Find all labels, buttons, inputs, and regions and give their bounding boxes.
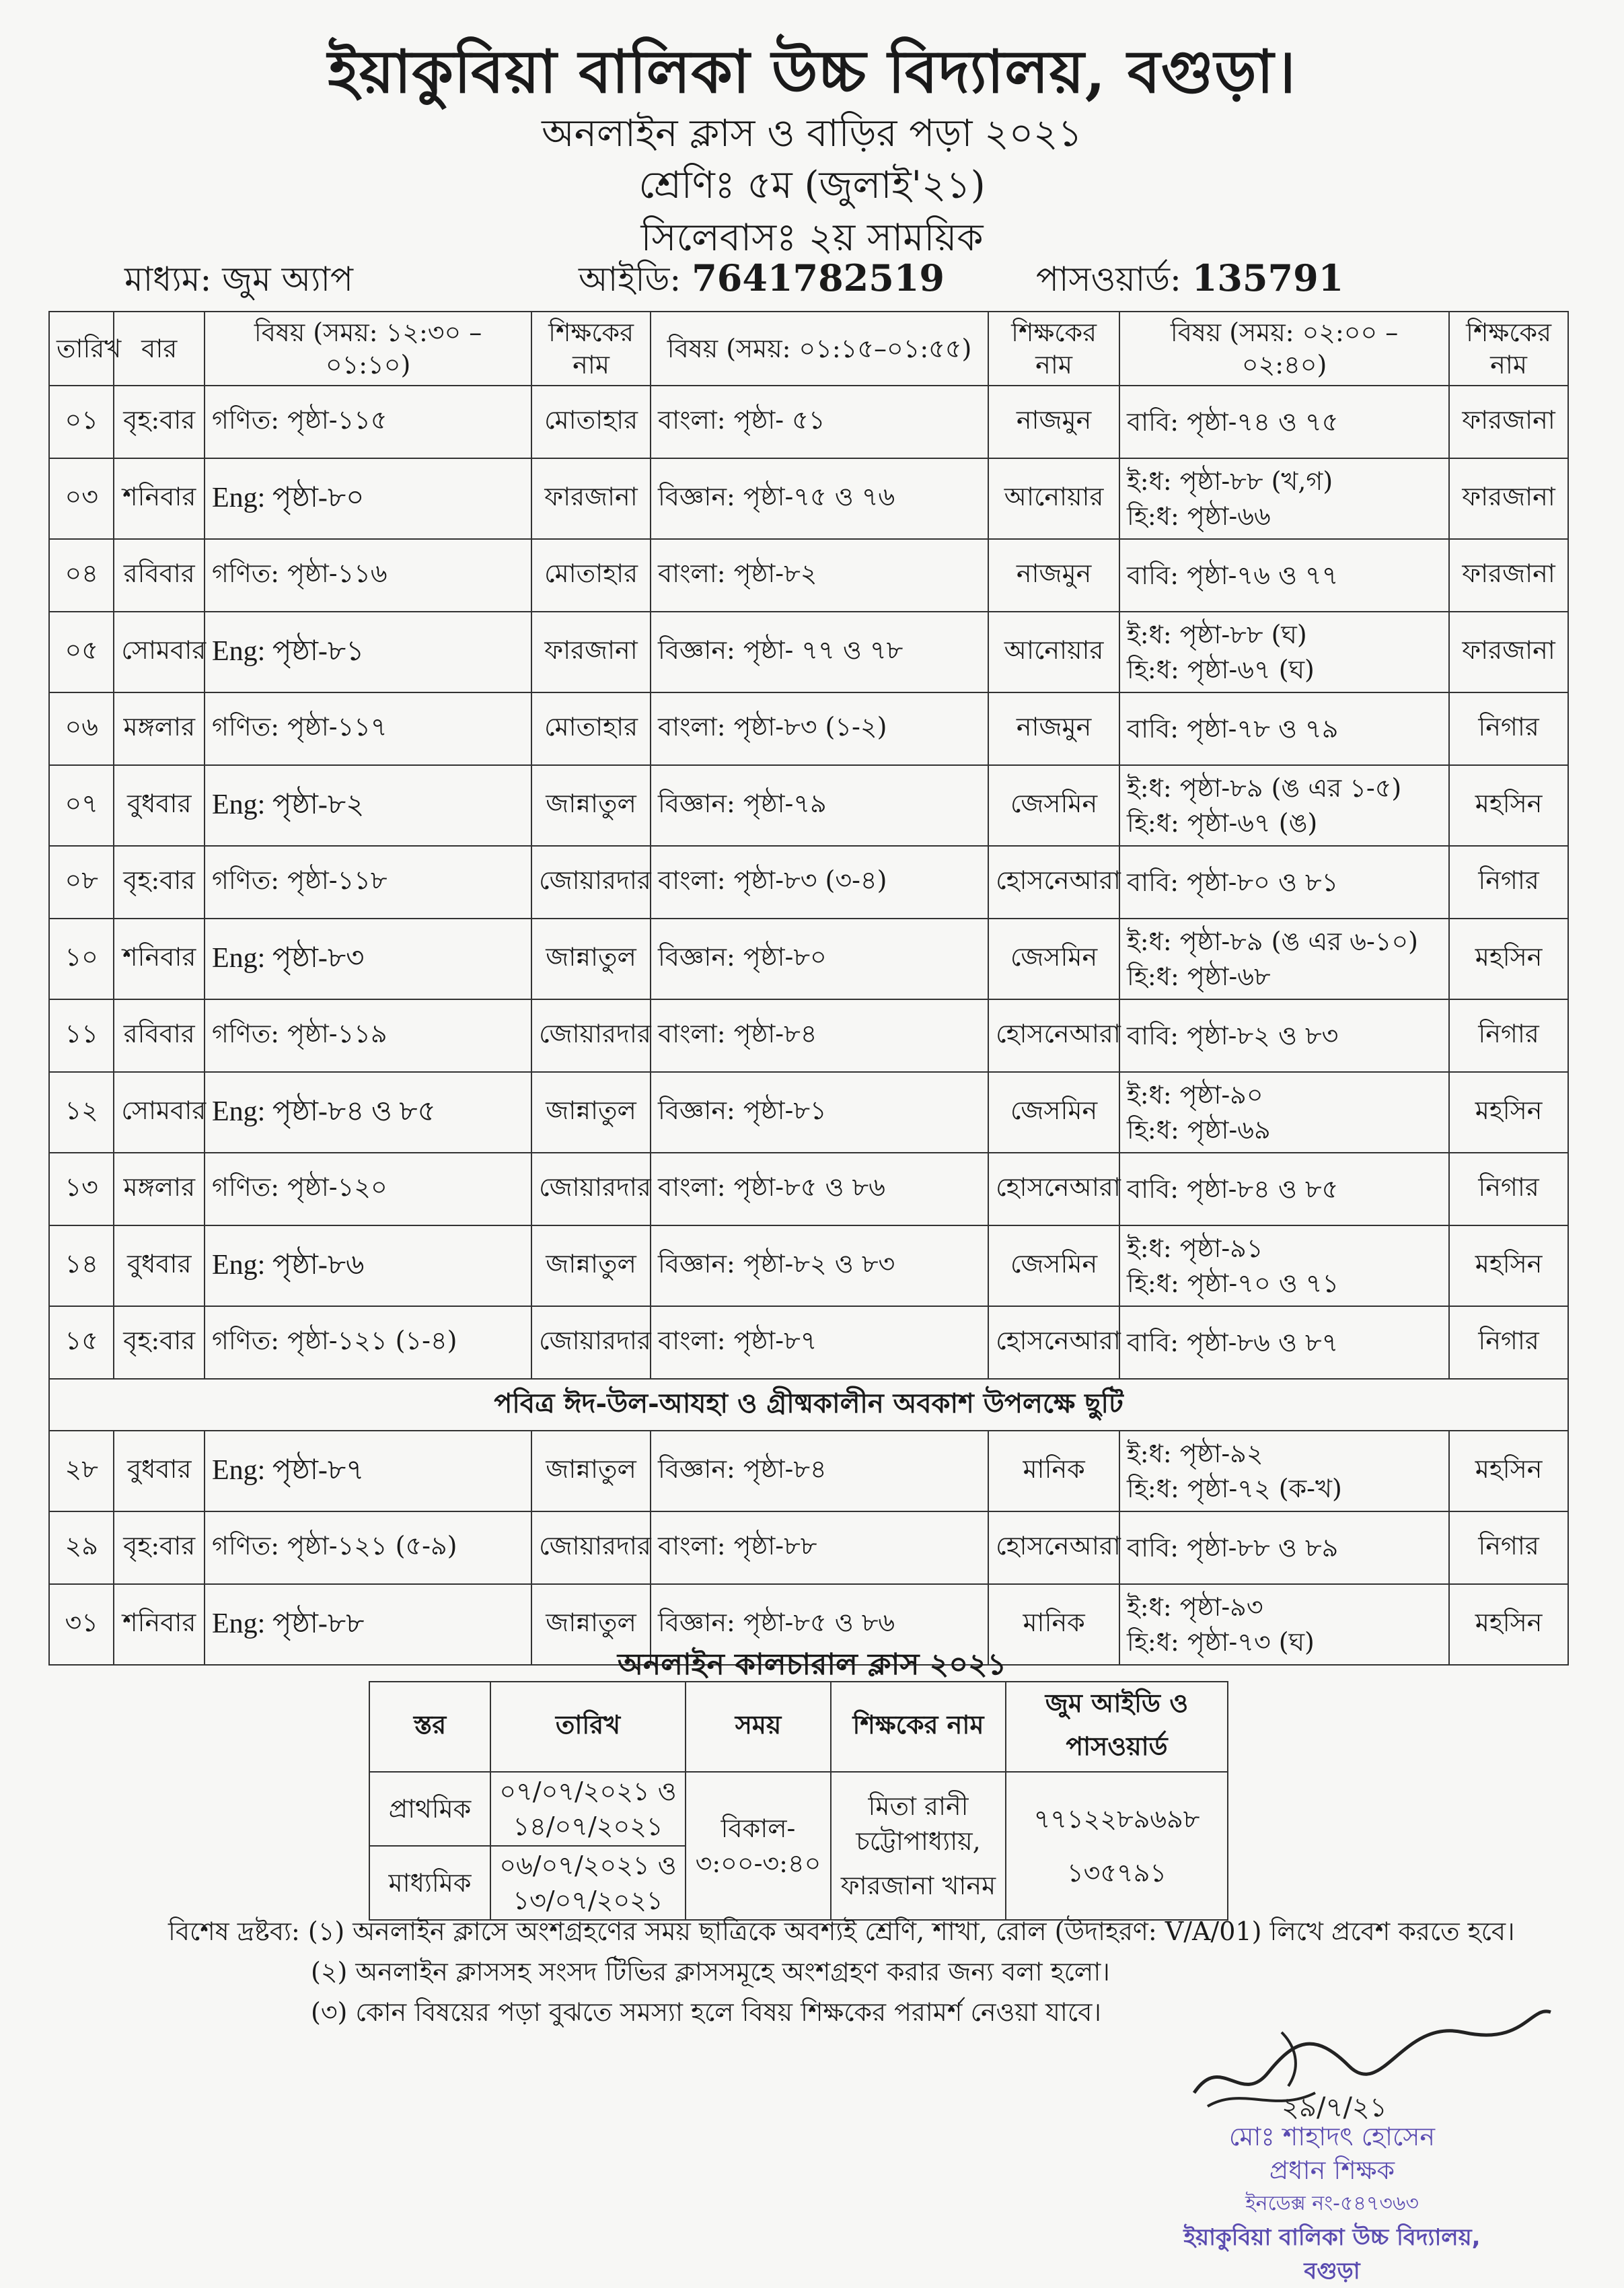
cultural-teacher-1: মিতা রানী: [868, 1791, 969, 1821]
cultural-zoom: [1006, 1772, 1228, 1920]
cell-subject-1: Eng: পৃষ্ঠা-৮৮: [205, 1584, 531, 1665]
cell-teacher-2: হোসনেআরা: [988, 1511, 1119, 1584]
cell-subject-1: Eng: পৃষ্ঠা-৮২: [205, 765, 531, 846]
cultural-zoom-id: ৭৭১২২৮৯৬৯৮: [1033, 1804, 1200, 1834]
signature-image: [1181, 1992, 1557, 2126]
medium-info: মাধ্যম: জুম অ্যাপ: [124, 260, 353, 299]
cell-teacher-1: জোয়ারদার: [531, 999, 651, 1072]
cell-day: বৃহ:বার: [114, 846, 205, 919]
cultural-date-primary: [490, 1772, 686, 1846]
header-day: বার: [114, 312, 205, 386]
zoom-id-label: আইডি:: [579, 260, 681, 299]
doc-title: অনলাইন ক্লাস ও বাড়ির পড়া ২০২১: [542, 112, 1082, 155]
cultural-time-2: ৩:০০-৩:৪০: [695, 1849, 821, 1878]
table-row: [49, 1153, 1568, 1225]
cell-teacher-1: জান্নাতুল: [531, 1431, 651, 1511]
cultural-teacher-3: ফারজানা খানম: [840, 1871, 996, 1900]
cell-subject-3-line-1: ই:ধ: পৃষ্ঠা-৮৮ (ঘ): [1127, 620, 1307, 649]
cultural-header-row: [369, 1682, 1228, 1772]
cultural-date-primary-2: ১৪/০৭/২০২১: [513, 1812, 663, 1841]
cell-day: বুধবার: [114, 1431, 205, 1511]
cell-subject-2: বিজ্ঞান: পৃষ্ঠা-৮০: [651, 919, 988, 999]
cell-subject-2: বাংলা: পৃষ্ঠা-৮৭: [651, 1306, 988, 1379]
cell-subject-2: বিজ্ঞান: পৃষ্ঠা-৮৫ ও ৮৬: [651, 1584, 988, 1665]
cultural-row-primary: [369, 1772, 1228, 1846]
cell-subject-1: গণিত: পৃষ্ঠা-১১৬: [205, 539, 531, 612]
cell-date: ০৫: [49, 612, 114, 692]
cell-teacher-1: জান্নাতুল: [531, 1072, 651, 1153]
note-1: বিশেষ দ্রষ্টব্য: (১) অনলাইন ক্লাসে অংশগ্রহণের সময় ছাত্রিকে অবশ্যই শ্রেণি, শাখা, রোল (উদাহরণ: V/A/01) লিখে প্রবেশ করতে হবে।: [168, 1917, 1515, 1946]
cell-subject-1: Eng: পৃষ্ঠা-৮১: [205, 612, 531, 692]
table-row: [49, 1072, 1568, 1153]
cultural-date-secondary: [490, 1846, 686, 1920]
cell-teacher-1: জান্নাতুল: [531, 1584, 651, 1665]
cell-teacher-1: জান্নাতুল: [531, 765, 651, 846]
cell-subject-1: গণিত: পৃষ্ঠা-১১৭: [205, 692, 531, 765]
cell-subject-3-line-1: বাবি: পৃষ্ঠা-৮২ ও ৮৩: [1127, 1021, 1339, 1050]
cell-teacher-3: মহসিন: [1449, 1225, 1568, 1306]
cell-subject-2: বিজ্ঞান: পৃষ্ঠা-৭৫ ও ৭৬: [651, 458, 988, 539]
note-3: (৩) কোন বিষয়ের পড়া বুঝতে সমস্যা হলে বিষয় শিক্ষকের পরামর্শ নেওয়া যাবে।: [311, 1997, 1101, 2027]
table-row: [49, 692, 1568, 765]
cell-teacher-2: মানিক: [988, 1584, 1119, 1665]
cell-teacher-3: মহসিন: [1449, 1584, 1568, 1665]
cell-subject-3: [1119, 765, 1449, 846]
cell-subject-2: বিজ্ঞান: পৃষ্ঠা-৮২ ও ৮৩: [651, 1225, 988, 1306]
cell-teacher-3: নিগার: [1449, 1306, 1568, 1379]
cell-subject-1: Eng: পৃষ্ঠা-৮৭: [205, 1431, 531, 1511]
cell-teacher-2: হোসনেআরা: [988, 999, 1119, 1072]
cultural-header-date: তারিখ: [490, 1682, 686, 1772]
cell-subject-3: [1119, 846, 1449, 919]
cell-day: বৃহ:বার: [114, 1306, 205, 1379]
cultural-table: [369, 1681, 1228, 1921]
cell-subject-1: Eng: পৃষ্ঠা-৮৬: [205, 1225, 531, 1306]
stamp-index: ইনডেক্স নং-৫৪৭৩৬৩: [1245, 2192, 1419, 2215]
zoom-pass-label: পাসওয়ার্ড:: [1036, 260, 1181, 299]
cell-teacher-2: নাজমুন: [988, 692, 1119, 765]
cultural-time: [686, 1772, 831, 1920]
zoom-id-info: [579, 254, 945, 310]
cell-subject-1: গণিত: পৃষ্ঠা-১১৯: [205, 999, 531, 1072]
cell-subject-1: গণিত: পৃষ্ঠা-১১৮: [205, 846, 531, 919]
cell-date: ১৫: [49, 1306, 114, 1379]
header-date: তারিখ: [49, 312, 114, 386]
table-row: [49, 1431, 1568, 1511]
signature-date: ২৯/৭/২১: [1282, 2092, 1387, 2123]
cultural-header-zoom: জুম আইডি ও পাসওয়ার্ড: [1006, 1682, 1228, 1772]
headmaster-stamp: [1157, 2120, 1507, 2288]
cell-date: ২৯: [49, 1511, 114, 1584]
cell-subject-3: [1119, 458, 1449, 539]
cell-subject-2: বিজ্ঞান: পৃষ্ঠা-৮৪: [651, 1431, 988, 1511]
cell-teacher-2: জেসমিন: [988, 1072, 1119, 1153]
cell-teacher-2: আনোয়ার: [988, 458, 1119, 539]
cell-teacher-1: জোয়ারদার: [531, 1153, 651, 1225]
cell-date: ২৮: [49, 1431, 114, 1511]
table-row: [49, 612, 1568, 692]
cell-subject-3: [1119, 1225, 1449, 1306]
cell-subject-3-line-2: হি:ধ: পৃষ্ঠা-৭০ ও ৭১: [1127, 1268, 1339, 1298]
cell-teacher-2: হোসনেআরা: [988, 1306, 1119, 1379]
stamp-title: প্রধান শিক্ষক: [1269, 2155, 1395, 2185]
zoom-id-value: 7641782519: [692, 256, 945, 299]
cell-date: ১২: [49, 1072, 114, 1153]
cell-subject-2: বাংলা: পৃষ্ঠা- ৫১: [651, 386, 988, 458]
cell-teacher-3: ফারজানা: [1449, 458, 1568, 539]
table-row: [49, 765, 1568, 846]
cell-teacher-3: মহসিন: [1449, 1072, 1568, 1153]
cell-teacher-1: জান্নাতুল: [531, 1225, 651, 1306]
cell-teacher-3: মহসিন: [1449, 919, 1568, 999]
cell-subject-1: Eng: পৃষ্ঠা-৮৩: [205, 919, 531, 999]
cell-teacher-2: জেসমিন: [988, 1225, 1119, 1306]
cell-subject-3-line-1: বাবি: পৃষ্ঠা-৭৬ ও ৭৭: [1127, 561, 1339, 590]
cell-date: ০৮: [49, 846, 114, 919]
cell-teacher-2: হোসনেআরা: [988, 846, 1119, 919]
cell-day: মঙ্গলার: [114, 692, 205, 765]
cell-subject-3-line-1: ই:ধ: পৃষ্ঠা-৮৯ (ঙ এর ৬-১০): [1127, 927, 1418, 956]
header-subject-2: বিষয় (সময়: ০১:১৫–০১:৫৫): [651, 312, 988, 386]
syllabus-line: সিলেবাসঃ ২য় সাময়িক: [640, 216, 984, 260]
cell-teacher-3: নিগার: [1449, 999, 1568, 1072]
holiday-row: [49, 1379, 1568, 1431]
cell-teacher-1: মোতাহার: [531, 539, 651, 612]
cell-date: ১১: [49, 999, 114, 1072]
cell-teacher-2: হোসনেআরা: [988, 1153, 1119, 1225]
cell-date: ১৪: [49, 1225, 114, 1306]
holiday-notice: পবিত্র ঈদ-উল-আযহা ও গ্রীষ্মকালীন অবকাশ উপলক্ষে ছুটি: [49, 1379, 1568, 1431]
cell-date: ০৭: [49, 765, 114, 846]
cell-teacher-3: নিগার: [1449, 846, 1568, 919]
cell-subject-3-line-2: হি:ধ: পৃষ্ঠা-৬৭ (ঙ): [1127, 808, 1318, 838]
stamp-school: ইয়াকুবিয়া বালিকা উচ্চ বিদ্যালয়, বগুড়া: [1183, 2224, 1481, 2285]
zoom-pass-info: [1036, 254, 1343, 310]
cell-teacher-2: জেসমিন: [988, 765, 1119, 846]
cell-subject-3: [1119, 612, 1449, 692]
cultural-date-secondary-1: ০৬/০৭/২০২১ ও: [499, 1851, 677, 1880]
cell-day: বৃহ:বার: [114, 386, 205, 458]
cell-day: রবিবার: [114, 999, 205, 1072]
cell-subject-3-line-1: বাবি: পৃষ্ঠা-৮৪ ও ৮৫: [1127, 1174, 1339, 1204]
cell-subject-3: [1119, 1072, 1449, 1153]
cell-subject-3-line-1: ই:ধ: পৃষ্ঠা-৯১: [1127, 1234, 1263, 1263]
cultural-header-time: সময়: [686, 1682, 831, 1772]
cell-teacher-1: জোয়ারদার: [531, 1306, 651, 1379]
cell-subject-2: বাংলা: পৃষ্ঠা-৮৮: [651, 1511, 988, 1584]
cell-teacher-2: আনোয়ার: [988, 612, 1119, 692]
cell-subject-1: গণিত: পৃষ্ঠা-১২০: [205, 1153, 531, 1225]
cell-day: সোমবার: [114, 1072, 205, 1153]
cultural-date-secondary-2: ১৩/০৭/২০২১: [513, 1886, 663, 1915]
cell-teacher-3: মহসিন: [1449, 765, 1568, 846]
cell-day: শনিবার: [114, 919, 205, 999]
cell-subject-3-line-1: বাবি: পৃষ্ঠা-৮৮ ও ৮৯: [1127, 1533, 1339, 1563]
cell-day: শনিবার: [114, 1584, 205, 1665]
cell-subject-3: [1119, 539, 1449, 612]
school-name: ইয়াকুবিয়া বালিকা উচ্চ বিদ্যালয়, বগুড়া।: [328, 36, 1296, 106]
cell-subject-2: বিজ্ঞান: পৃষ্ঠা- ৭৭ ও ৭৮: [651, 612, 988, 692]
cell-day: শনিবার: [114, 458, 205, 539]
cell-subject-2: বিজ্ঞান: পৃষ্ঠা-৮১: [651, 1072, 988, 1153]
stamp-name: মোঃ শাহাদৎ হোসেন: [1228, 2122, 1436, 2151]
cell-subject-2: বাংলা: পৃষ্ঠা-৮৫ ও ৮৬: [651, 1153, 988, 1225]
cell-subject-3-line-1: বাবি: পৃষ্ঠা-৭৮ ও ৭৯: [1127, 714, 1339, 744]
cell-date: ৩১: [49, 1584, 114, 1665]
cell-teacher-2: জেসমিন: [988, 919, 1119, 999]
cell-subject-3-line-1: বাবি: পৃষ্ঠা-৮৬ ও ৮৭: [1127, 1328, 1339, 1357]
cultural-title: অনলাইন কালচারাল ক্লাস ২০২১: [617, 1647, 1007, 1682]
table-row: [49, 1306, 1568, 1379]
cell-subject-3-line-1: ই:ধ: পৃষ্ঠা-৯০: [1127, 1080, 1263, 1110]
cell-day: বৃহ:বার: [114, 1511, 205, 1584]
cultural-time-1: বিকাল-: [721, 1814, 796, 1843]
cell-subject-3-line-2: হি:ধ: পৃষ্ঠা-৭৩ (ঘ): [1127, 1627, 1315, 1657]
cultural-date-primary-1: ০৭/০৭/২০২১ ও: [499, 1777, 677, 1806]
cell-subject-2: বাংলা: পৃষ্ঠা-৮২: [651, 539, 988, 612]
cell-subject-3: [1119, 386, 1449, 458]
header-teacher-1: শিক্ষকের নাম: [531, 312, 651, 386]
cell-teacher-3: ফারজানা: [1449, 539, 1568, 612]
header-subject-3: বিষয় (সময়: ০২:০০ – ০২:৪০): [1119, 312, 1449, 386]
cell-date: ১৩: [49, 1153, 114, 1225]
cell-teacher-1: ফারজানা: [531, 612, 651, 692]
cell-subject-2: বাংলা: পৃষ্ঠা-৮৩ (১-২): [651, 692, 988, 765]
cell-subject-3: [1119, 999, 1449, 1072]
cell-day: বুধবার: [114, 765, 205, 846]
cell-subject-3-line-1: বাবি: পৃষ্ঠা-৭৪ ও ৭৫: [1127, 407, 1339, 437]
cell-teacher-3: ফারজানা: [1449, 612, 1568, 692]
cell-teacher-1: ফারজানা: [531, 458, 651, 539]
table-row: [49, 999, 1568, 1072]
cell-subject-3-line-1: ই:ধ: পৃষ্ঠা-৯৩: [1127, 1592, 1263, 1622]
table-row: [49, 458, 1568, 539]
schedule-header-row: [49, 312, 1568, 386]
cell-subject-2: বিজ্ঞান: পৃষ্ঠা-৭৯: [651, 765, 988, 846]
cell-subject-3: [1119, 1431, 1449, 1511]
cell-teacher-3: ফারজানা: [1449, 386, 1568, 458]
cell-subject-1: গণিত: পৃষ্ঠা-১২১ (১-৪): [205, 1306, 531, 1379]
cell-day: মঙ্গলার: [114, 1153, 205, 1225]
cell-teacher-3: নিগার: [1449, 1153, 1568, 1225]
cell-subject-1: গণিত: পৃষ্ঠা-১১৫: [205, 386, 531, 458]
cell-date: ০৬: [49, 692, 114, 765]
cell-teacher-1: মোতাহার: [531, 386, 651, 458]
header-teacher-3: শিক্ষকের নাম: [1449, 312, 1568, 386]
cultural-teacher: [831, 1772, 1006, 1920]
cell-date: ০১: [49, 386, 114, 458]
header-teacher-2: শিক্ষকের নাম: [988, 312, 1119, 386]
cell-subject-3: [1119, 1306, 1449, 1379]
cell-teacher-1: মোতাহার: [531, 692, 651, 765]
cultural-level-primary: প্রাথমিক: [369, 1772, 490, 1846]
cell-teacher-2: নাজমুন: [988, 386, 1119, 458]
class-line: শ্রেণিঃ ৫ম (জুলাই'২১): [638, 164, 986, 207]
zoom-pass-value: 135791: [1191, 256, 1344, 299]
note-2: (২) অনলাইন ক্লাসসহ সংসদ টিভির ক্লাসসমূহে অংশগ্রহণ করার জন্য বলা হলো।: [311, 1957, 1110, 1987]
cell-teacher-2: নাজমুন: [988, 539, 1119, 612]
table-row: [49, 1225, 1568, 1306]
header-subject-1: বিষয় (সময়: ১২:৩০ – ০১:১০): [205, 312, 531, 386]
cell-subject-3: [1119, 1511, 1449, 1584]
cultural-header-teacher: শিক্ষকের নাম: [831, 1682, 1006, 1772]
cell-subject-3-line-2: হি:ধ: পৃষ্ঠা-৭২ (ক-খ): [1127, 1474, 1342, 1503]
cultural-level-secondary: মাধ্যমিক: [369, 1846, 490, 1920]
cell-subject-1: Eng: পৃষ্ঠা-৮০: [205, 458, 531, 539]
cultural-header-level: স্তর: [369, 1682, 490, 1772]
cell-day: সোমবার: [114, 612, 205, 692]
cell-teacher-2: মানিক: [988, 1431, 1119, 1511]
cell-subject-3-line-2: হি:ধ: পৃষ্ঠা-৬৬: [1127, 501, 1271, 531]
cell-subject-3: [1119, 919, 1449, 999]
cell-teacher-3: নিগার: [1449, 1511, 1568, 1584]
cell-date: ০৩: [49, 458, 114, 539]
cell-subject-3-line-1: ই:ধ: পৃষ্ঠা-৮৯ (ঙ এর ১-৫): [1127, 773, 1402, 803]
cell-subject-3: [1119, 1153, 1449, 1225]
cultural-teacher-2: চট্টোপাধ্যায়,: [856, 1826, 981, 1856]
table-row: [49, 919, 1568, 999]
cell-subject-2: বাংলা: পৃষ্ঠা-৮৩ (৩-৪): [651, 846, 988, 919]
cell-subject-1: গণিত: পৃষ্ঠা-১২১ (৫-৯): [205, 1511, 531, 1584]
cell-teacher-1: জোয়ারদার: [531, 1511, 651, 1584]
cell-subject-1: Eng: পৃষ্ঠা-৮৪ ও ৮৫: [205, 1072, 531, 1153]
cell-teacher-1: জোয়ারদার: [531, 846, 651, 919]
table-row: [49, 1511, 1568, 1584]
table-row: [49, 386, 1568, 458]
cell-teacher-1: জান্নাতুল: [531, 919, 651, 999]
cultural-zoom-pass: ১৩৫৭৯১: [1066, 1858, 1167, 1888]
cell-subject-2: বাংলা: পৃষ্ঠা-৮৪: [651, 999, 988, 1072]
cell-teacher-3: নিগার: [1449, 692, 1568, 765]
cell-day: রবিবার: [114, 539, 205, 612]
cell-teacher-3: মহসিন: [1449, 1431, 1568, 1511]
cell-subject-3-line-1: ই:ধ: পৃষ্ঠা-৮৮ (খ,গ): [1127, 466, 1333, 496]
cell-subject-3: [1119, 692, 1449, 765]
cell-subject-3-line-2: হি:ধ: পৃষ্ঠা-৬৭ (ঘ): [1127, 655, 1315, 684]
schedule-table: [48, 311, 1569, 1666]
table-row: [49, 539, 1568, 612]
table-row: [49, 846, 1568, 919]
cell-subject-3-line-2: হি:ধ: পৃষ্ঠা-৬৯: [1127, 1115, 1271, 1145]
cell-day: বুধবার: [114, 1225, 205, 1306]
cell-subject-3-line-1: বাবি: পৃষ্ঠা-৮০ ও ৮১: [1127, 867, 1339, 897]
cell-subject-3-line-2: হি:ধ: পৃষ্ঠা-৬৮: [1127, 962, 1271, 991]
cell-date: ০৪: [49, 539, 114, 612]
cell-subject-3-line-1: ই:ধ: পৃষ্ঠা-৯২: [1127, 1439, 1263, 1468]
cell-date: ১০: [49, 919, 114, 999]
